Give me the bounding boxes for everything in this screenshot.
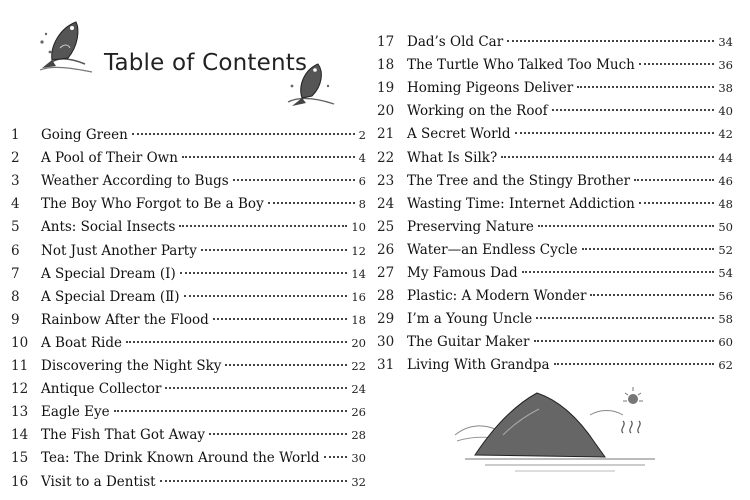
toc-entry-title: Homing Pigeons Deliver: [407, 80, 574, 97]
toc-entry-page: 50: [718, 219, 733, 234]
toc-entry[interactable]: [11, 150, 366, 170]
dot-leader: [554, 363, 715, 365]
dot-leader: [225, 364, 347, 366]
toc-entry[interactable]: [377, 196, 733, 216]
dot-leader: [126, 341, 347, 343]
toc-entry[interactable]: [377, 34, 733, 54]
toc-entry[interactable]: [377, 265, 733, 285]
toc-entry-title: Going Green: [41, 127, 128, 143]
toc-entry-number: 23: [377, 172, 395, 189]
page-title: Table of Contents: [104, 50, 308, 76]
toc-entry-number: 2: [11, 150, 20, 167]
toc-entry-page: 16: [351, 289, 366, 304]
toc-entry-page: 18: [351, 312, 366, 327]
toc-entry-title: Rainbow After the Flood: [41, 311, 209, 328]
toc-entry[interactable]: [11, 173, 366, 193]
dot-leader: [132, 133, 355, 135]
toc-entry-page: 58: [718, 312, 733, 327]
toc-entry[interactable]: [11, 289, 366, 309]
toc-entry-page: 8: [358, 197, 366, 212]
toc-entry[interactable]: [377, 173, 733, 193]
toc-entry[interactable]: [11, 358, 366, 378]
toc-entry-number: 31: [377, 357, 395, 374]
toc-entry-page: 28: [351, 428, 366, 443]
toc-entry-page: 20: [351, 335, 366, 350]
dot-leader: [182, 156, 355, 158]
toc-entry-number: 5: [11, 219, 20, 236]
toc-entry-title: Visit to a Dentist: [41, 473, 156, 490]
toc-entry-number: 18: [377, 57, 395, 74]
toc-entry-number: 20: [377, 103, 395, 120]
toc-entry-title: Weather According to Bugs: [41, 173, 229, 190]
leaping-fish-icon: [282, 56, 340, 112]
toc-entry[interactable]: [377, 219, 733, 239]
toc-entry-title: A Special Dream (Ⅰ): [41, 265, 176, 282]
toc-entry-number: 9: [11, 311, 20, 328]
toc-entry-title: Ants: Social Insects: [41, 219, 176, 236]
toc-entry-page: 26: [351, 405, 366, 420]
toc-entry-page: 6: [358, 174, 366, 189]
toc-entry-page: 46: [718, 173, 733, 188]
dot-leader: [180, 272, 348, 274]
toc-entry[interactable]: [11, 196, 366, 216]
toc-entry-title: Dad’s Old Car: [407, 34, 504, 50]
toc-entry-number: 13: [11, 404, 29, 421]
toc-entry[interactable]: [11, 450, 366, 470]
toc-entry[interactable]: [377, 288, 733, 308]
toc-entry-number: 6: [11, 242, 20, 259]
toc-entry-number: 11: [11, 358, 29, 374]
toc-entry-number: 16: [11, 473, 29, 490]
dot-leader: [577, 86, 714, 88]
dot-leader: [160, 480, 348, 482]
toc-entry-title: Water—an Endless Cycle: [407, 241, 578, 258]
toc-entry-title: Living With Grandpa: [407, 357, 550, 374]
toc-entry-page: 4: [358, 151, 366, 166]
toc-entry-number: 8: [11, 288, 20, 305]
toc-entry-number: 29: [377, 311, 395, 328]
dot-leader: [552, 109, 715, 111]
toc-entry[interactable]: [11, 243, 366, 263]
toc-entry-number: 10: [11, 334, 29, 351]
toc-entry[interactable]: [377, 57, 733, 77]
toc-entry-title: What Is Silk?: [407, 149, 498, 166]
dot-leader: [515, 132, 715, 134]
toc-entry-number: 12: [11, 381, 29, 398]
dot-leader: [213, 318, 348, 320]
toc-entry-number: 21: [377, 126, 395, 143]
toc-entry[interactable]: [377, 242, 733, 262]
toc-entry-title: Antique Collector: [41, 381, 162, 398]
toc-entry[interactable]: [11, 381, 366, 401]
toc-entry-title: I’m a Young Uncle: [407, 311, 533, 328]
toc-entry-page: 34: [718, 35, 733, 49]
toc-entry[interactable]: [377, 150, 733, 170]
toc-entry-page: 2: [358, 128, 366, 142]
toc-entry-title: Not Just Another Party: [41, 242, 197, 259]
toc-entry-page: 52: [718, 242, 733, 257]
dot-leader: [536, 317, 714, 319]
toc-entry-title: The Guitar Maker: [407, 334, 530, 351]
dot-leader: [201, 249, 347, 251]
toc-entry-page: 10: [351, 220, 366, 235]
toc-entry-title: A Secret World: [407, 126, 511, 143]
toc-entry[interactable]: [377, 311, 733, 331]
toc-entry-title: A Pool of Their Own: [41, 150, 178, 167]
toc-entry-number: 24: [377, 195, 395, 212]
dot-leader: [184, 295, 348, 297]
toc-entry-number: 17: [377, 34, 395, 50]
toc-entry-title: Preserving Nature: [407, 218, 534, 235]
toc-entry-number: 14: [11, 427, 29, 444]
toc-entry-page: 48: [718, 196, 733, 211]
toc-entry[interactable]: [377, 334, 733, 354]
leaping-fish-icon: [30, 8, 100, 78]
toc-entry-page: 54: [718, 266, 733, 280]
dot-leader: [268, 202, 355, 204]
toc-entry[interactable]: [11, 427, 366, 447]
toc-entry[interactable]: [377, 357, 733, 377]
toc-entry-page: 30: [351, 451, 366, 466]
toc-entry-number: 15: [11, 450, 29, 467]
toc-entry[interactable]: [377, 80, 733, 100]
toc-entry-number: 26: [377, 241, 395, 258]
toc-entry-page: 56: [718, 289, 733, 304]
toc-entry-page: 24: [351, 382, 366, 397]
toc-entry-number: 22: [377, 149, 395, 166]
toc-entry-title: Eagle Eye: [41, 404, 110, 421]
mountain-island-sun-icon: [455, 385, 680, 480]
toc-entry[interactable]: [377, 126, 733, 146]
toc-entry-title: Working on the Roof: [407, 103, 548, 120]
toc-entry-title: My Famous Dad: [407, 265, 518, 281]
toc-entry-title: The Fish That Got Away: [41, 427, 206, 444]
toc-entry-title: Tea: The Drink Known Around the World: [41, 450, 320, 467]
toc-entry-page: 14: [351, 266, 366, 281]
toc-entry-title: The Turtle Who Talked Too Much: [407, 57, 635, 74]
toc-entry-title: Plastic: A Modern Wonder: [407, 288, 587, 305]
toc-entry-number: 30: [377, 334, 395, 351]
dot-leader: [538, 225, 714, 227]
dot-leader: [507, 40, 714, 42]
toc-entry-number: 25: [377, 218, 395, 235]
toc-entry[interactable]: [11, 219, 366, 239]
toc-entry[interactable]: [11, 127, 366, 147]
toc-entry[interactable]: [11, 266, 366, 286]
dot-leader: [634, 179, 714, 181]
dot-leader: [233, 179, 355, 181]
toc-entry-number: 4: [11, 196, 20, 213]
toc-entry-page: 42: [718, 127, 733, 142]
toc-entry[interactable]: [377, 103, 733, 123]
toc-entry-page: 62: [718, 358, 733, 373]
dot-leader: [114, 410, 348, 412]
toc-entry-page: 60: [718, 335, 733, 350]
toc-entry-page: 40: [718, 104, 733, 119]
toc-entry[interactable]: [11, 312, 366, 332]
toc-entry[interactable]: [11, 335, 366, 355]
dot-leader: [165, 387, 347, 389]
toc-entry-title: Discovering the Night Sky: [41, 358, 222, 374]
toc-entry[interactable]: [11, 474, 366, 494]
toc-entry-page: 44: [718, 150, 733, 165]
toc-entry-number: 19: [377, 80, 395, 97]
dot-leader: [522, 271, 715, 273]
toc-entry-page: 22: [351, 359, 366, 373]
toc-entry-page: 36: [718, 58, 733, 73]
toc-entry-title: A Boat Ride: [41, 334, 122, 351]
toc-entry-title: Wasting Time: Internet Addiction: [407, 195, 635, 212]
dot-leader: [324, 456, 348, 458]
dot-leader: [501, 156, 714, 158]
toc-entry-number: 28: [377, 288, 395, 305]
dot-leader: [639, 202, 715, 204]
dot-leader: [590, 294, 714, 296]
dot-leader: [534, 340, 715, 342]
toc-entry-title: The Boy Who Forgot to Be a Boy: [41, 196, 264, 213]
toc-entry-number: 1: [11, 127, 20, 143]
toc-entry-title: The Tree and the Stingy Brother: [407, 172, 631, 189]
toc-entry-page: 32: [351, 474, 366, 489]
toc-entry-page: 38: [718, 81, 733, 96]
toc-entry-page: 12: [351, 243, 366, 258]
toc-entry[interactable]: [11, 404, 366, 424]
dot-leader: [179, 225, 347, 227]
dot-leader: [582, 248, 715, 250]
dot-leader: [639, 63, 715, 65]
toc-entry-number: 7: [11, 265, 20, 282]
dot-leader: [209, 433, 347, 435]
toc-entry-number: 3: [11, 173, 20, 190]
toc-entry-title: A Special Dream (Ⅱ): [41, 288, 180, 305]
toc-entry-number: 27: [377, 265, 395, 281]
